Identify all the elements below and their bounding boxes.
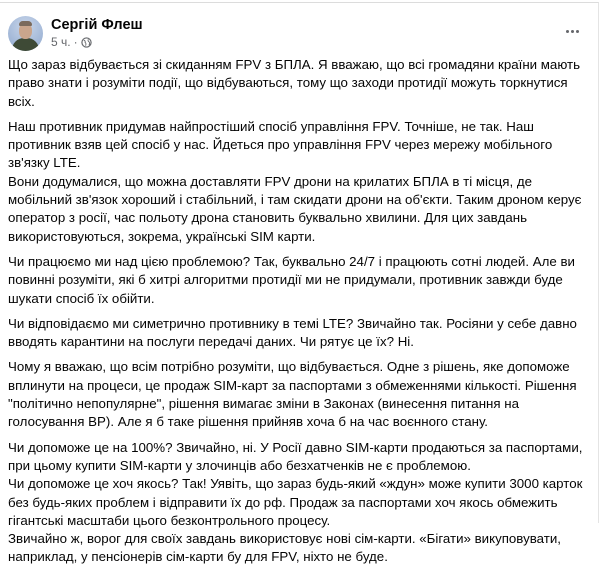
post-body	[8, 56, 593, 567]
more-dot-icon	[576, 30, 579, 33]
avatar[interactable]	[8, 16, 43, 51]
post-paragraph: Чи допоможе це хоч якось? Так! Уявіть, що зараз будь-який «ждун» може купити 3000 карток без будь-яких проблем і відправити їх до рф. Продаж за паспортами хоч якось обмежить гігантські масштаби цього безконтрольного процесу.	[8, 476, 583, 528]
post-header	[8, 14, 143, 52]
post-time[interactable]: 5 ч.	[51, 34, 71, 49]
post-paragraph: Звичайно ж, ворог для своїх завдань використовує нові сім-карти. «Бігати» викуповувати, наприклад, у пенсіонерів сім-карти бу для FPV, ніхто не буде.	[8, 531, 561, 565]
post-paragraph: Чи працюємо ми над цією проблемою? Так, буквально 24/7 і працюють сотні людей. Але ви повинні розуміти, які б хитрі алгоритми протидії ми не придумали, противник завжди буде шукати спосіб їх обійти.	[8, 253, 575, 306]
post-meta	[51, 17, 143, 50]
avatar-hair	[19, 21, 32, 26]
more-dot-icon	[571, 30, 574, 33]
post-paragraph: Чи допоможе це на 100%? Звичайно, ні. У Росії давно SIM-карти продаються за паспортами, при цьому купити SIM-карти у злочинців або безхатченків не є проблемою.	[8, 439, 583, 473]
separator: ·	[73, 34, 78, 49]
post-subline	[51, 34, 143, 50]
post-paragraph: Чи відповідаємо ми симетрично противнику в темі LTE? Звичайно так. Росіяни у себе давно вводять карантини на послуги передачі даних. Чи рятує це їх? Ні.	[8, 315, 577, 350]
avatar-body	[12, 38, 39, 51]
author-name[interactable]: Сергій Флеш	[51, 16, 143, 33]
more-options-button[interactable]	[560, 23, 584, 39]
globe-icon	[81, 36, 92, 47]
post-paragraph: Вони додумалися, що можна доставляти FPV дрони на крилатих БПЛА в ті місця, де мобільний зв'язок хороший і стабільний, і там скидати дрони на об'єкти. Таким дроном керує оператор з росії, час польоту дрона становить буквально хвилини. Для цих завдань використовуються, зокрема, українські SIM карти.	[8, 173, 582, 244]
post-paragraph: Чому я вважаю, що всім потрібно розуміти, що відбувається. Одне з рішень, яке допоможе вплинути на процеси, це продаж SIM-карт за паспортами з обмеженнями кількості. Рішення "політично непопулярне", рішення вимагає зміни в Законах (винесення питання на голосування ВР). Але я б таке рішення прийняв хоча б на час воєнного стану.	[8, 359, 577, 430]
post-paragraph: Наш противник придумав найпростіший спосіб управління FPV. Точніше, не так. Наш противник взяв цей спосіб у нас. Йдеться про управління FPV через мережу мобільного зв'язку LTE.	[8, 118, 553, 171]
more-dot-icon	[566, 30, 569, 33]
post-paragraph: Що зараз відбувається зі скиданням FPV з БПЛА. Я вважаю, що всі громадяни країни мають право знати і розуміти події, що відбуваються, тому що заходи протидії можуть торкнутися всіх.	[8, 57, 581, 109]
